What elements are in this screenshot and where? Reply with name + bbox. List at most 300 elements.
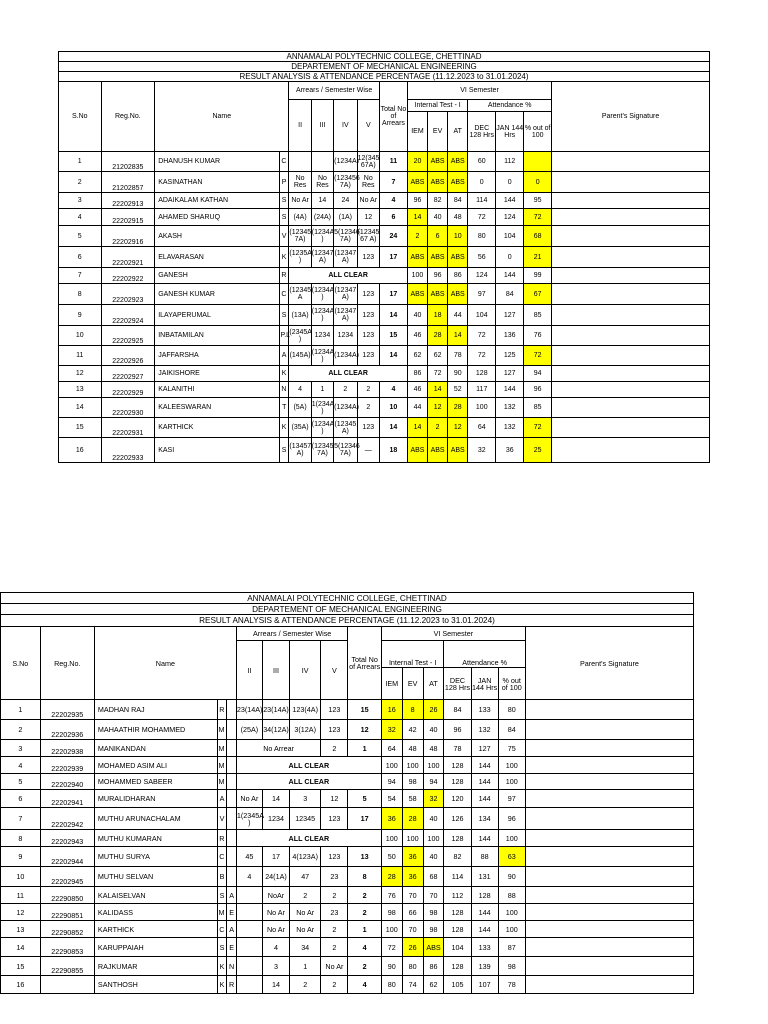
total-arrears: 7	[379, 172, 407, 193]
arrears-sem-v: 23	[321, 867, 348, 887]
student-name: ADAIKALAM KATHAN	[155, 193, 280, 209]
parent-signature-cell	[552, 209, 710, 226]
arrears-sem-ii	[236, 887, 262, 904]
mark-at: 70	[423, 887, 444, 904]
table-row	[59, 172, 710, 193]
table-row	[1, 938, 694, 957]
student-name: AKASH	[155, 226, 280, 247]
total-arrears: 8	[348, 867, 381, 887]
table-row	[1, 847, 694, 867]
student-name: ELAVARASAN	[155, 247, 280, 268]
serial-number: 15	[59, 418, 102, 438]
parent-signature-cell	[525, 720, 693, 740]
mark-iem: 80	[381, 976, 402, 994]
header-iem: IEM	[407, 112, 427, 152]
table-row	[59, 382, 710, 398]
header-total-arrears-2: Total No of Arrears	[348, 627, 381, 700]
attendance-percent: 21	[524, 247, 552, 268]
parent-signature-cell	[552, 247, 710, 268]
arrears-sem-iii: (1234A )	[311, 284, 333, 305]
serial-number: 2	[1, 720, 41, 740]
attendance-jan: 134	[471, 808, 498, 830]
arrears-sem-iii: 34(12A)	[262, 720, 289, 740]
student-name: AHAMED SHARUQ	[155, 209, 280, 226]
parent-signature-cell	[552, 152, 710, 172]
section-code: S	[280, 305, 289, 326]
lateral-entry-letter: E	[227, 938, 236, 957]
mark-iem: 20	[407, 152, 427, 172]
section-code: M	[218, 720, 227, 740]
header-ev-2: EV	[402, 668, 423, 700]
arrears-sem-iv: (12345 A)	[334, 418, 357, 438]
register-number: 22202942	[40, 808, 94, 830]
attendance-dec: 124	[468, 268, 496, 284]
mark-at: ABS	[448, 152, 468, 172]
attendance-jan: 128	[471, 887, 498, 904]
arrears-sem-iii: 14	[311, 193, 333, 209]
student-name: GANESH	[155, 268, 280, 284]
header-at: AT	[448, 112, 468, 152]
header-sem-iv-2: IV	[290, 641, 321, 700]
section-code: C	[218, 847, 227, 867]
report-title-2: RESULT ANALYSIS & ATTENDANCE PERCENTAGE (11.12.2023 to 31.01.2024)	[1, 615, 694, 627]
header-name: Name	[155, 82, 289, 152]
table-row	[59, 226, 710, 247]
attendance-dec: 72	[468, 326, 496, 346]
arrears-sem-iv: (123456 7A)	[334, 172, 357, 193]
table-row	[59, 284, 710, 305]
mark-at: 98	[423, 921, 444, 938]
attendance-jan: 127	[496, 305, 524, 326]
header-arrears-group: Arrears / Semester Wise	[289, 82, 380, 100]
section-code: S	[280, 209, 289, 226]
student-name: KASI	[155, 438, 280, 463]
header-vi-semester-2: VI Semester	[381, 627, 525, 641]
arrears-sem-iv: 24	[334, 193, 357, 209]
serial-number: 8	[59, 284, 102, 305]
table-row	[1, 774, 694, 790]
arrears-sem-iii: (1234A )	[311, 226, 333, 247]
attendance-jan: 125	[496, 346, 524, 366]
header-sem-ii: II	[289, 100, 311, 152]
header-attendance: Attendance %	[468, 100, 552, 112]
attendance-percent: 98	[498, 957, 525, 976]
arrears-sem-iv: (12347 A)	[334, 305, 357, 326]
attendance-dec: 128	[444, 904, 471, 921]
table-row	[59, 366, 710, 382]
attendance-jan: 104	[496, 226, 524, 247]
attendance-jan: 144	[471, 904, 498, 921]
section-code: S	[218, 887, 227, 904]
arrears-sem-iii: No Res	[311, 172, 333, 193]
header-name-2: Name	[94, 627, 236, 700]
attendance-dec: 97	[468, 284, 496, 305]
parent-signature-cell	[552, 172, 710, 193]
report-title: RESULT ANALYSIS & ATTENDANCE PERCENTAGE (11.12.2023 to 31.01.2024)	[59, 72, 710, 82]
table-row	[59, 346, 710, 366]
register-number: 22202927	[101, 366, 155, 382]
attendance-jan: 132	[471, 720, 498, 740]
section-code: M	[218, 757, 227, 774]
lateral-column	[227, 808, 236, 830]
attendance-jan: 133	[471, 938, 498, 957]
arrears-sem-iii: (24A)	[311, 209, 333, 226]
attendance-percent: 68	[524, 226, 552, 247]
attendance-dec: 56	[468, 247, 496, 268]
section-code: R	[218, 830, 227, 847]
student-name: KARTHICK	[155, 418, 280, 438]
mark-iem: 14	[407, 209, 427, 226]
arrears-sem-ii	[236, 957, 262, 976]
attendance-dec: 128	[444, 757, 471, 774]
header-vi-semester: VI Semester	[407, 82, 551, 100]
arrears-sem-v: 123	[357, 284, 379, 305]
attendance-percent: 88	[498, 887, 525, 904]
arrears-sem-iv: (1234A)	[334, 152, 357, 172]
mark-iem: 100	[381, 757, 402, 774]
attendance-jan: 144	[471, 921, 498, 938]
student-name: MUTHU ARUNACHALAM	[94, 808, 217, 830]
header-sem-ii-2: II	[236, 641, 262, 700]
mark-at: ABS	[423, 938, 444, 957]
attendance-dec: 84	[444, 700, 471, 720]
total-arrears: 17	[379, 284, 407, 305]
register-number: 22202939	[40, 757, 94, 774]
arrears-sem-iii: No Ar	[262, 904, 289, 921]
attendance-percent: 100	[498, 774, 525, 790]
mark-ev: 80	[402, 957, 423, 976]
mark-at: 48	[448, 209, 468, 226]
serial-number: 7	[59, 268, 102, 284]
arrears-sem-ii	[236, 921, 262, 938]
total-arrears: 17	[348, 808, 381, 830]
attendance-percent: 85	[524, 398, 552, 418]
header-sem-iii-2: III	[262, 641, 289, 700]
result-table-1	[58, 51, 710, 463]
total-arrears: 17	[379, 247, 407, 268]
table-row	[1, 700, 694, 720]
section-code: S	[218, 938, 227, 957]
lateral-column	[227, 774, 236, 790]
arrears-sem-ii: (4A)	[289, 209, 311, 226]
header-sem-iv: IV	[334, 100, 357, 152]
lateral-column	[227, 740, 236, 757]
lateral-entry-letter: R	[227, 976, 236, 994]
mark-iem: 46	[407, 382, 427, 398]
lateral-column	[227, 757, 236, 774]
attendance-jan: 139	[471, 957, 498, 976]
serial-number: 5	[59, 226, 102, 247]
mark-ev: 14	[428, 382, 448, 398]
register-number: 22202923	[101, 284, 155, 305]
mark-at: ABS	[448, 247, 468, 268]
student-name: MURALIDHARAN	[94, 790, 217, 808]
arrears-sem-iv: 3	[290, 790, 321, 808]
serial-number: 6	[59, 247, 102, 268]
mark-iem: 14	[407, 418, 427, 438]
parent-signature-cell	[552, 284, 710, 305]
serial-number: 3	[1, 740, 41, 757]
lateral-column	[227, 720, 236, 740]
parent-signature-cell	[525, 740, 693, 757]
section-code: B	[218, 867, 227, 887]
arrears-sem-iv: (12347 A)	[334, 284, 357, 305]
section-code: C	[280, 284, 289, 305]
mark-ev: ABS	[428, 438, 448, 463]
lateral-column	[227, 847, 236, 867]
mark-at: 86	[448, 268, 468, 284]
attendance-dec: 128	[444, 921, 471, 938]
student-name: MUTHU SURYA	[94, 847, 217, 867]
arrears-sem-iii: 23(14A)	[262, 700, 289, 720]
arrears-sem-iii: 1234	[262, 808, 289, 830]
mark-at: 28	[448, 398, 468, 418]
parent-signature-cell	[552, 326, 710, 346]
total-arrears: 15	[379, 326, 407, 346]
attendance-jan: 136	[496, 326, 524, 346]
mark-ev: 100	[402, 757, 423, 774]
attendance-percent: 87	[498, 938, 525, 957]
serial-number: 2	[59, 172, 102, 193]
attendance-jan: 88	[471, 847, 498, 867]
register-number: 21202835	[101, 152, 155, 172]
mark-ev: 66	[402, 904, 423, 921]
attendance-jan: 127	[496, 366, 524, 382]
arrears-sem-ii	[236, 904, 262, 921]
parent-signature-cell	[525, 976, 693, 994]
header-regno: Reg.No.	[101, 82, 155, 152]
header-parent-signature-2: Parent's Signature	[525, 627, 693, 700]
mark-ev: 26	[402, 938, 423, 957]
mark-at: 98	[423, 904, 444, 921]
register-number: 22202926	[101, 346, 155, 366]
arrears-sem-ii: No Ar	[289, 193, 311, 209]
mark-at: 94	[423, 774, 444, 790]
arrears-sem-ii: No Ar	[236, 790, 262, 808]
arrears-sem-v: No Res	[357, 172, 379, 193]
mark-at: 100	[423, 830, 444, 847]
register-number: 22290853	[40, 938, 94, 957]
mark-ev: 58	[402, 790, 423, 808]
attendance-percent: 72	[524, 346, 552, 366]
header-attendance-2: Attendance %	[444, 641, 525, 668]
mark-iem: ABS	[407, 247, 427, 268]
mark-ev: 62	[428, 346, 448, 366]
attendance-percent: 63	[498, 847, 525, 867]
attendance-jan: 36	[496, 438, 524, 463]
table-row	[1, 904, 694, 921]
serial-number: 10	[1, 867, 41, 887]
attendance-jan: 107	[471, 976, 498, 994]
student-name: KALANITHI	[155, 382, 280, 398]
serial-number: 1	[59, 152, 102, 172]
table-row	[59, 326, 710, 346]
register-number: 21202857	[101, 172, 155, 193]
mark-iem: 72	[381, 938, 402, 957]
register-number: 22202925	[101, 326, 155, 346]
arrears-sem-iv: 34	[290, 938, 321, 957]
mark-at: 40	[423, 720, 444, 740]
arrears-sem-iv: No Ar	[290, 904, 321, 921]
arrears-sem-iii: 1	[311, 382, 333, 398]
attendance-jan: 84	[496, 284, 524, 305]
parent-signature-cell	[525, 957, 693, 976]
arrears-sem-v: 12(345 67A)	[357, 152, 379, 172]
table-row	[59, 305, 710, 326]
arrears-sem-v: 2	[321, 921, 348, 938]
arrears-sem-ii: (25A)	[236, 720, 262, 740]
register-number: 22202930	[101, 398, 155, 418]
arrears-sem-ii: (13A)	[289, 305, 311, 326]
attendance-jan: 144	[496, 193, 524, 209]
mark-iem: 64	[381, 740, 402, 757]
table-row	[1, 808, 694, 830]
attendance-jan: 127	[471, 740, 498, 757]
mark-ev: 8	[402, 700, 423, 720]
mark-ev: ABS	[428, 172, 448, 193]
arrears-sem-iv: 4(123A)	[290, 847, 321, 867]
mark-at: 84	[448, 193, 468, 209]
arrears-sem-v: 123	[321, 808, 348, 830]
mark-iem: 50	[381, 847, 402, 867]
arrears-sem-iii: (1234A )	[311, 418, 333, 438]
attendance-percent: 94	[524, 366, 552, 382]
arrears-sem-iii: 14	[262, 976, 289, 994]
parent-signature-cell	[525, 830, 693, 847]
table-row	[59, 438, 710, 463]
arrears-sem-v: 2	[357, 382, 379, 398]
table-row	[1, 740, 694, 757]
attendance-jan: 144	[496, 382, 524, 398]
attendance-dec: 120	[444, 790, 471, 808]
arrears-sem-v: 123	[321, 700, 348, 720]
mark-iem: 32	[381, 720, 402, 740]
mark-at: 32	[423, 790, 444, 808]
arrears-sem-iii: 24(1A)	[262, 867, 289, 887]
attendance-dec: 96	[444, 720, 471, 740]
attendance-dec: 128	[444, 830, 471, 847]
attendance-jan: 144	[471, 757, 498, 774]
department-name: DEPARTEMENT OF MECHANICAL ENGINEERING	[59, 62, 710, 72]
arrears-sem-ii: No Res	[289, 172, 311, 193]
header-at-2: AT	[423, 668, 444, 700]
attendance-dec: 80	[468, 226, 496, 247]
total-arrears: 14	[379, 305, 407, 326]
arrears-sem-v: 2	[321, 938, 348, 957]
attendance-dec: 32	[468, 438, 496, 463]
section-code: K	[280, 366, 289, 382]
attendance-percent	[524, 152, 552, 172]
table-row	[59, 268, 710, 284]
total-arrears: 14	[379, 418, 407, 438]
parent-signature-cell	[525, 904, 693, 921]
mark-iem: 54	[381, 790, 402, 808]
total-arrears: 14	[379, 346, 407, 366]
total-arrears: 2	[348, 957, 381, 976]
serial-number: 3	[59, 193, 102, 209]
arrears-sem-iv: 5(12346 7A)	[334, 226, 357, 247]
mark-ev: 72	[428, 366, 448, 382]
section-code: V	[218, 808, 227, 830]
student-name: MANIKANDAN	[94, 740, 217, 757]
section-code: R	[280, 268, 289, 284]
arrears-sem-iii: (12347 A)	[311, 247, 333, 268]
section-code: K	[280, 247, 289, 268]
total-arrears: 24	[379, 226, 407, 247]
header-total-arrears: Total No of Arrears	[379, 82, 407, 152]
mark-ev: 2	[428, 418, 448, 438]
arrears-sem-iii: 17	[262, 847, 289, 867]
arrears-sem-ii: (1235A )	[289, 247, 311, 268]
mark-iem: 90	[381, 957, 402, 976]
attendance-percent: 78	[498, 976, 525, 994]
attendance-jan: 131	[471, 867, 498, 887]
section-code: R	[218, 700, 227, 720]
attendance-percent: 100	[498, 904, 525, 921]
mark-iem: ABS	[407, 284, 427, 305]
student-name: MUTHU KUMARAN	[94, 830, 217, 847]
arrears-sem-iii: (1234A )	[311, 305, 333, 326]
arrears-sem-v: (12345 67 A)	[357, 226, 379, 247]
attendance-dec: 128	[468, 366, 496, 382]
attendance-jan: 133	[471, 700, 498, 720]
section-code: M	[218, 904, 227, 921]
section-code: K	[218, 957, 227, 976]
arrears-sem-ii	[236, 938, 262, 957]
mark-at: ABS	[448, 284, 468, 305]
attendance-dec: 114	[468, 193, 496, 209]
student-name: KASINATHAN	[155, 172, 280, 193]
serial-number: 9	[59, 305, 102, 326]
arrears-sem-iv: (12347 A)	[334, 247, 357, 268]
header-iem-2: IEM	[381, 668, 402, 700]
attendance-percent: 67	[524, 284, 552, 305]
register-number: 22202933	[101, 438, 155, 463]
student-name: KALAISELVAN	[94, 887, 217, 904]
section-code: N	[280, 382, 289, 398]
table-row	[1, 867, 694, 887]
arrears-sem-ii	[236, 976, 262, 994]
register-number: 22202922	[101, 268, 155, 284]
mark-at: 44	[448, 305, 468, 326]
attendance-percent: 95	[524, 193, 552, 209]
arrears-sem-iv: 2	[290, 976, 321, 994]
mark-ev: 28	[402, 808, 423, 830]
attendance-dec: 114	[444, 867, 471, 887]
mark-iem: 62	[407, 346, 427, 366]
section-code: M	[218, 740, 227, 757]
mark-at: 10	[448, 226, 468, 247]
mark-ev: ABS	[428, 284, 448, 305]
mark-at: 40	[423, 847, 444, 867]
attendance-jan: 144	[471, 774, 498, 790]
arrears-sem-v: 123	[357, 305, 379, 326]
table-row	[1, 921, 694, 938]
mark-ev: 12	[428, 398, 448, 418]
arrears-sem-iii: No Ar	[262, 921, 289, 938]
attendance-percent: 0	[524, 172, 552, 193]
mark-at: ABS	[448, 438, 468, 463]
mark-ev: 36	[402, 867, 423, 887]
arrears-sem-ii: (35A)	[289, 418, 311, 438]
mark-iem: ABS	[407, 172, 427, 193]
section-code: T	[280, 398, 289, 418]
arrears-sem-iv: (1234A)	[334, 346, 357, 366]
table-row	[59, 152, 710, 172]
mark-iem: 86	[407, 366, 427, 382]
student-name: JAFFARSHA	[155, 346, 280, 366]
student-name: DHANUSH KUMAR	[155, 152, 280, 172]
